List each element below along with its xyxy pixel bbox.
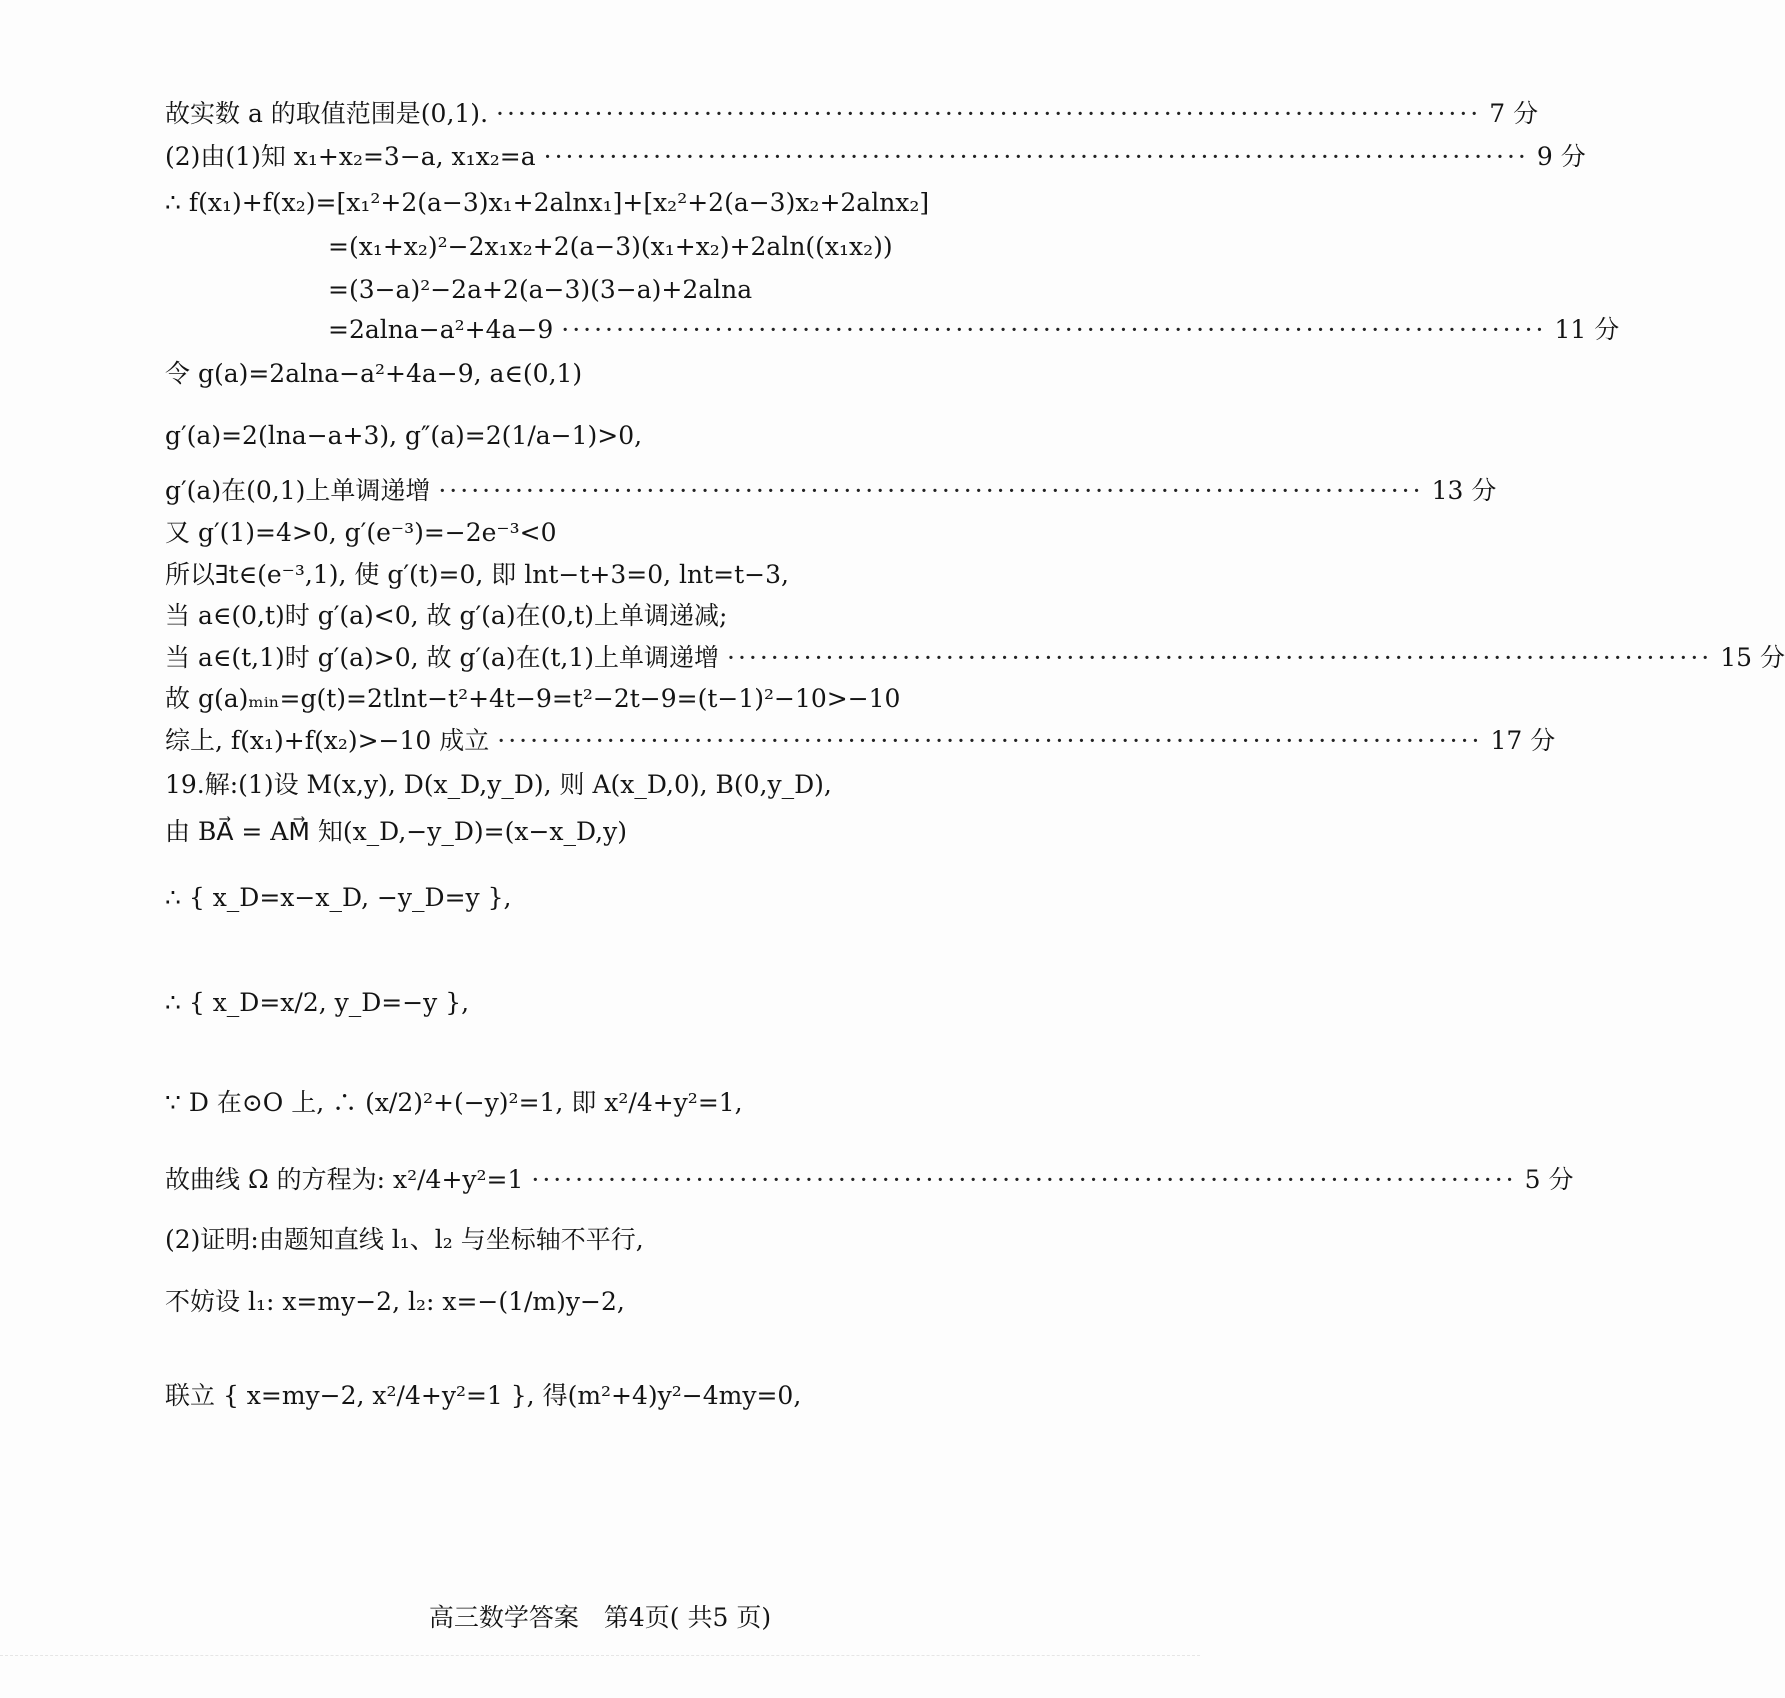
answer-line-15: 综上, f(x₁)+f(x₂)>−10 成立 ·························································································· 17 分 — [165, 723, 1085, 759]
score-label: 11 分 — [1554, 315, 1620, 344]
answer-line-24: 联立 { x=my−2, x²/4+y²=1 }, 得(m²+4)y²−4my=0, — [165, 1381, 802, 1410]
answer-line-4: =(x₁+x₂)²−2x₁x₂+2(a−3)(x₁+x₂)+2aln((x₁x₂)) — [328, 232, 893, 261]
answer-line-18: ∴ { x_D=x−x_D, −y_D=y }, — [165, 883, 512, 912]
dot-leader: ·························································································· — [727, 643, 1713, 672]
answer-line-23: 不妨设 l₁: x=my−2, l₂: x=−(1/m)y−2, — [165, 1287, 625, 1316]
dot-leader: ·························································································· — [543, 142, 1529, 171]
score-label: 17 分 — [1490, 726, 1556, 755]
score-label: 13 分 — [1431, 476, 1497, 505]
answer-line-10: 又 g′(1)=4>0, g′(e⁻³)=−2e⁻³<0 — [165, 518, 557, 547]
answer-line-9: g′(a)在(0,1)上单调递增 ·························································································· 13 分 — [165, 473, 1085, 509]
answer-line-14: 故 g(a)ₘᵢₙ=g(t)=2tlnt−t²+4t−9=t²−2t−9=(t−1)²−10>−10 — [165, 684, 901, 713]
dot-leader: ·························································································· — [496, 99, 1482, 128]
page-footer: 高三数学答案 第4页( 共5 页) — [428, 1603, 772, 1632]
answer-line-13: 当 a∈(t,1)时 g′(a)>0, 故 g′(a)在(t,1)上单调递增 ·························································································· 15 分 — [165, 640, 1085, 676]
answer-line-20: ∵ D 在⊙O 上, ∴ (x/2)²+(−y)²=1, 即 x²/4+y²=1, — [165, 1088, 743, 1117]
dot-leader: ·························································································· — [561, 315, 1547, 344]
answer-line-16: 19.解:(1)设 M(x,y), D(x_D,y_D), 则 A(x_D,0), B(0,y_D), — [165, 770, 832, 799]
answer-line-8: g′(a)=2(lna−a+3), g″(a)=2(1/a−1)>0, — [165, 421, 643, 450]
answer-line-7: 令 g(a)=2alna−a²+4a−9, a∈(0,1) — [165, 359, 583, 388]
answer-line-22: (2)证明:由题知直线 l₁、l₂ 与坐标轴不平行, — [165, 1225, 644, 1254]
dot-leader: ·························································································· — [531, 1165, 1517, 1194]
answer-line-17: 由 BA⃗ = AM⃗ 知(x_D,−y_D)=(x−x_D,y) — [165, 817, 627, 846]
dot-leader: ·························································································· — [497, 726, 1483, 755]
answer-line-21: 故曲线 Ω 的方程为: x²/4+y²=1 ·························································································· 5 分 — [165, 1162, 1085, 1198]
answer-line-3: ∴ f(x₁)+f(x₂)=[x₁²+2(a−3)x₁+2alnx₁]+[x₂²+2(a−3)x₂+2alnx₂] — [165, 188, 930, 217]
score-label: 15 分 — [1720, 643, 1785, 672]
answer-line-12: 当 a∈(0,t)时 g′(a)<0, 故 g′(a)在(0,t)上单调递减; — [165, 601, 728, 630]
answer-line-1: 故实数 a 的取值范围是(0,1). ·························································································· 7 分 — [165, 96, 1085, 132]
page-bottom-divider — [0, 1655, 1200, 1656]
answer-line-11: 所以∃t∈(e⁻³,1), 使 g′(t)=0, 即 lnt−t+3=0, lnt=t−3, — [165, 560, 789, 589]
answer-line-5: =(3−a)²−2a+2(a−3)(3−a)+2alna — [328, 275, 753, 304]
score-label: 7 分 — [1489, 99, 1539, 128]
dot-leader: ·························································································· — [438, 476, 1424, 505]
answer-line-2: (2)由(1)知 x₁+x₂=3−a, x₁x₂=a ·························································································· 9 分 — [165, 139, 1085, 175]
score-label: 9 分 — [1536, 142, 1586, 171]
answer-line-19: ∴ { x_D=x/2, y_D=−y }, — [165, 988, 470, 1017]
answer-line-6: =2alna−a²+4a−9 ·························································································· 11 分 — [328, 312, 1085, 348]
score-label: 5 分 — [1524, 1165, 1574, 1194]
